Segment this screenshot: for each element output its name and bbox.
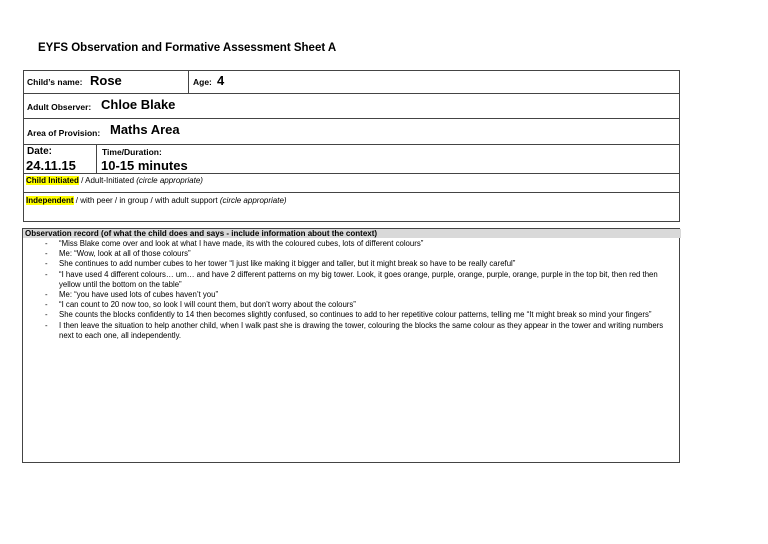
row-divider — [23, 173, 680, 174]
row-divider — [23, 144, 680, 145]
observation-list — [23, 239, 675, 341]
list-item: - Me: “Wow, look at all of those colours” — [45, 249, 191, 259]
row-divider — [23, 118, 680, 119]
independence-row — [26, 196, 287, 205]
area-value: Maths Area — [110, 122, 180, 137]
independent-highlight: Independent — [26, 196, 74, 205]
duration-label: Time/Duration: — [102, 147, 162, 157]
area-label: Area of Provision: — [27, 128, 101, 138]
age-value: 4 — [217, 73, 225, 88]
age-label: Age: — [193, 77, 212, 87]
list-item: - “Miss Blake come over and look at what I have made, its with the coloured cubes, lots of different colours” — [45, 239, 424, 248]
independence-note: (circle appropriate) — [219, 196, 287, 205]
child-name-label: Child’s name: — [27, 77, 83, 87]
row-divider — [23, 192, 680, 193]
col-divider — [188, 70, 189, 93]
sheet-title: EYFS Observation and Formative Assessment Sheet A — [38, 42, 337, 54]
date-label: Date: — [27, 146, 53, 157]
child-name-value: Rose — [90, 73, 122, 88]
list-item: - “I have used 4 different colours… um… and have 2 different patterns on my big tower. Look, it goes orange, purple, orange, purple, orange, purple in the top bit, then red then yellow until the bottom on the table” — [45, 269, 658, 289]
initiated-options: / Adult-Initiated — [78, 176, 137, 185]
duration-value: 10-15 minutes — [101, 158, 188, 173]
date-value: 24.11.15 — [26, 158, 76, 173]
list-item: - She continues to add number cubes to her tower “I just like making it bigger and taller, but it might break so have to be really careful” — [45, 259, 516, 269]
independence-options: / with peer / in group / with adult support — [73, 196, 220, 205]
child-initiated-highlight: Child Initiated — [26, 176, 79, 185]
list-item: - “I can count to 20 now too, so look I will count them, but don’t worry about the colours” — [45, 300, 356, 310]
list-item: - I then leave the situation to help another child, when I walk past she is drawing the tower, colouring the blocks the same colour as they appear in the tower and writing numbers next to each one, all independently. — [45, 320, 664, 340]
list-item: - Me: “you have used lots of cubes haven’t you” — [45, 290, 219, 300]
list-item: - She counts the blocks confidently to 14 then becomes slightly confused, so continues to add to her repetitive colour patterns, telling me “It might break so mind your fingers” — [45, 310, 652, 320]
initiated-note: (circle appropriate) — [136, 176, 203, 185]
initiated-row — [26, 176, 203, 185]
row-divider — [23, 93, 680, 94]
observer-label: Adult Observer: — [27, 102, 92, 112]
col-divider — [96, 144, 97, 173]
observer-value: Chloe Blake — [101, 97, 176, 112]
observation-record-heading: Observation record (of what the child does and says - include information about the context) — [23, 229, 681, 238]
